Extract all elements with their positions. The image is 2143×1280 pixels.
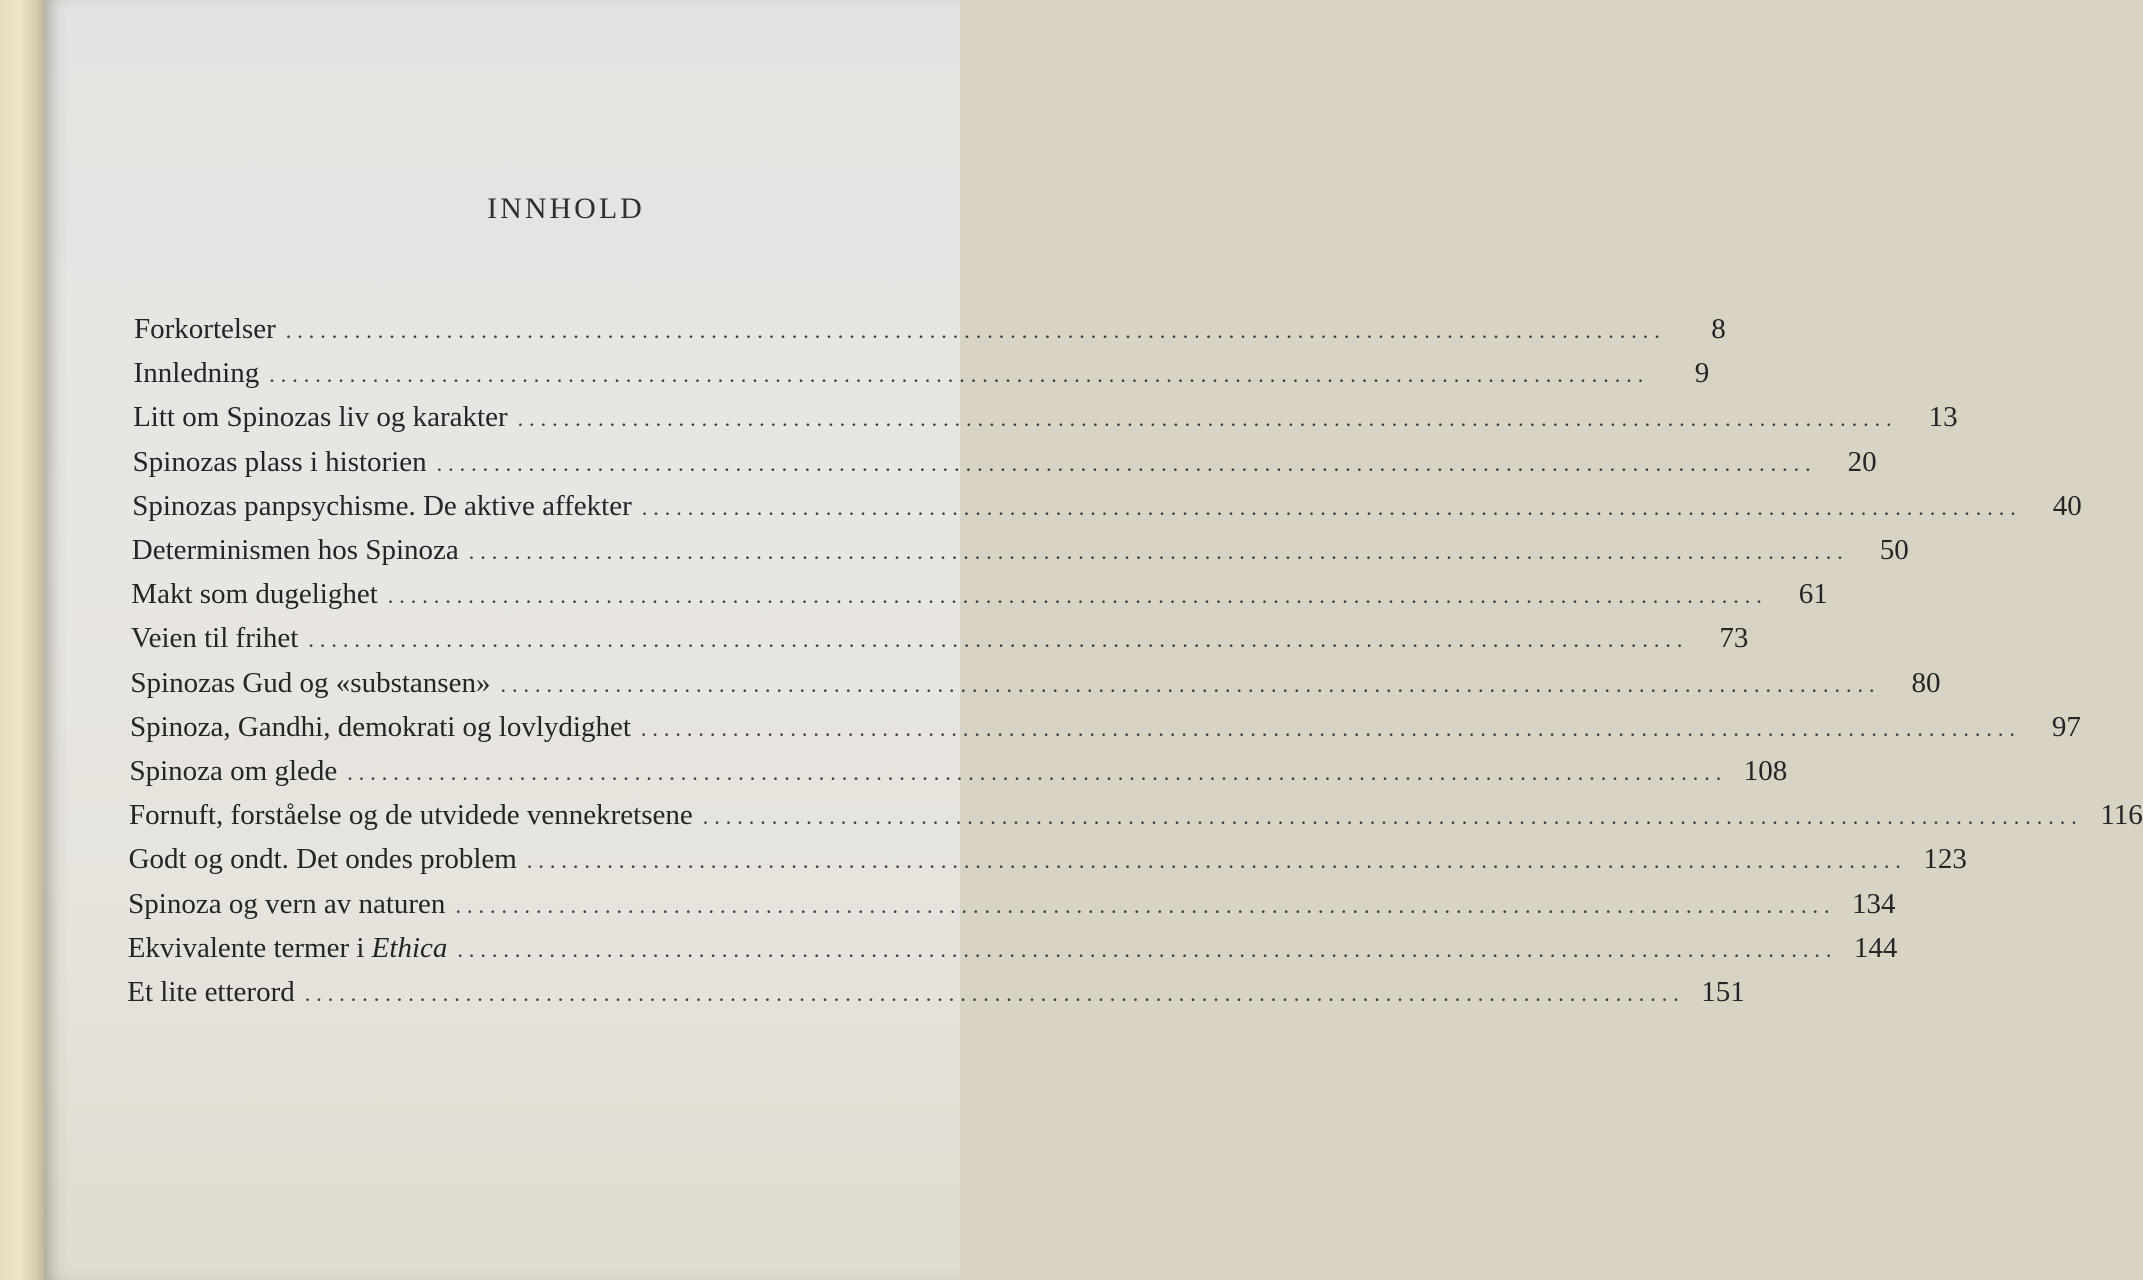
toc-entry-page: 13: [1928, 401, 1958, 434]
dot-leader: ........................................................................................................................: [457, 936, 1838, 962]
dot-leader: ........................................................................................................................: [269, 362, 1650, 388]
toc-entry-title: Fornuft, forståelse og de utvidede vennekretsene: [129, 799, 693, 832]
dot-leader: ........................................................................................................................: [304, 981, 1685, 1006]
toc-entry: [131, 534, 1909, 574]
toc-entry-page: 97: [2051, 710, 2081, 743]
toc-entry: [134, 313, 1726, 353]
toc-entry: [131, 578, 1828, 618]
toc-entry: [128, 843, 1967, 883]
toc-entry-title: Spinozas panpsychisme. De aktive affekter: [132, 489, 632, 522]
toc-entry-page: 61: [1798, 578, 1828, 611]
toc-entry: [129, 799, 2143, 839]
toc-entry: [130, 622, 1749, 662]
dot-leader: ........................................................................................................................: [526, 848, 1907, 874]
dot-leader: ........................................................................................................................: [468, 539, 1849, 564]
toc-entry: [132, 445, 1877, 486]
toc-entry-title: Godt og ondt. Det ondes problem: [128, 843, 517, 876]
toc-entry-page: 134: [1851, 887, 1896, 920]
toc-entry-title: Determinismen hos Spinoza: [131, 534, 459, 566]
toc-entry-title: Et lite etterord: [127, 976, 295, 1008]
toc-entry: [129, 755, 1788, 795]
toc-entry-title: Spinozas Gud og «substansen»: [130, 666, 491, 699]
toc-entry-title: Forkortelser: [134, 313, 276, 345]
toc-entry-title: Ekvivalente termer i Ethica: [127, 931, 448, 964]
dot-leader: ........................................................................................................................: [347, 760, 1728, 785]
dot-leader: ........................................................................................................................: [455, 892, 1836, 918]
toc-entry: [129, 710, 2081, 751]
dot-leader: ........................................................................................................................: [500, 671, 1881, 697]
book-page: [44, 0, 2143, 1280]
toc-entry-title: Veien til frihet: [130, 622, 299, 655]
toc-entry-title: Innledning: [133, 357, 260, 390]
toc-entry-title: Makt som dugelighet: [131, 578, 378, 611]
toc-entry-page: 80: [1911, 666, 1941, 699]
toc-entry-page: 108: [1743, 755, 1788, 787]
dot-leader: ........................................................................................................................: [517, 406, 1898, 432]
dot-leader: ........................................................................................................................: [308, 627, 1689, 653]
book-spine: [0, 0, 48, 1280]
dot-leader: ........................................................................................................................: [285, 318, 1666, 343]
page-title: INNHOLD: [487, 192, 645, 225]
dot-leader: ........................................................................................................................: [387, 583, 1768, 609]
toc-entry-title-italic: Ethica: [371, 931, 448, 964]
toc-entry-page: 8: [1711, 313, 1726, 345]
dot-leader: ........................................................................................................................: [702, 804, 2083, 830]
toc-entry: [127, 976, 1745, 1016]
toc-entry-page: 151: [1701, 976, 1745, 1008]
toc-entry-title: Spinoza, Gandhi, demokrati og lovlydighet: [129, 710, 631, 743]
toc-entry-page: 116: [2100, 799, 2143, 832]
toc-entry: [133, 357, 1710, 397]
toc-entry: [130, 666, 1941, 707]
toc-entry-page: 144: [1853, 931, 1898, 964]
toc-entry-page: 40: [2052, 489, 2082, 522]
toc-entry-page: 73: [1719, 622, 1749, 655]
toc-entry-title: Spinoza om glede: [129, 755, 338, 787]
dot-leader: ........................................................................................................................: [436, 450, 1817, 476]
toc-entry-title: Litt om Spinozas liv og karakter: [133, 401, 508, 434]
toc-entry: [127, 931, 1898, 972]
toc-entry-title: Spinoza og vern av naturen: [128, 887, 446, 920]
toc-entry-page: 9: [1694, 357, 1710, 390]
toc-entry-page: 50: [1879, 534, 1909, 566]
toc-entry-page: 123: [1923, 843, 1967, 876]
dot-leader: ........................................................................................................................: [641, 494, 2022, 520]
dot-leader: ........................................................................................................................: [640, 715, 2021, 741]
toc-entry: [132, 489, 2082, 530]
toc-entry: [133, 401, 1958, 441]
toc-entry: [128, 887, 1896, 928]
toc-entry-page: 20: [1847, 445, 1877, 478]
toc-entry-title: Spinozas plass i historien: [132, 445, 427, 478]
